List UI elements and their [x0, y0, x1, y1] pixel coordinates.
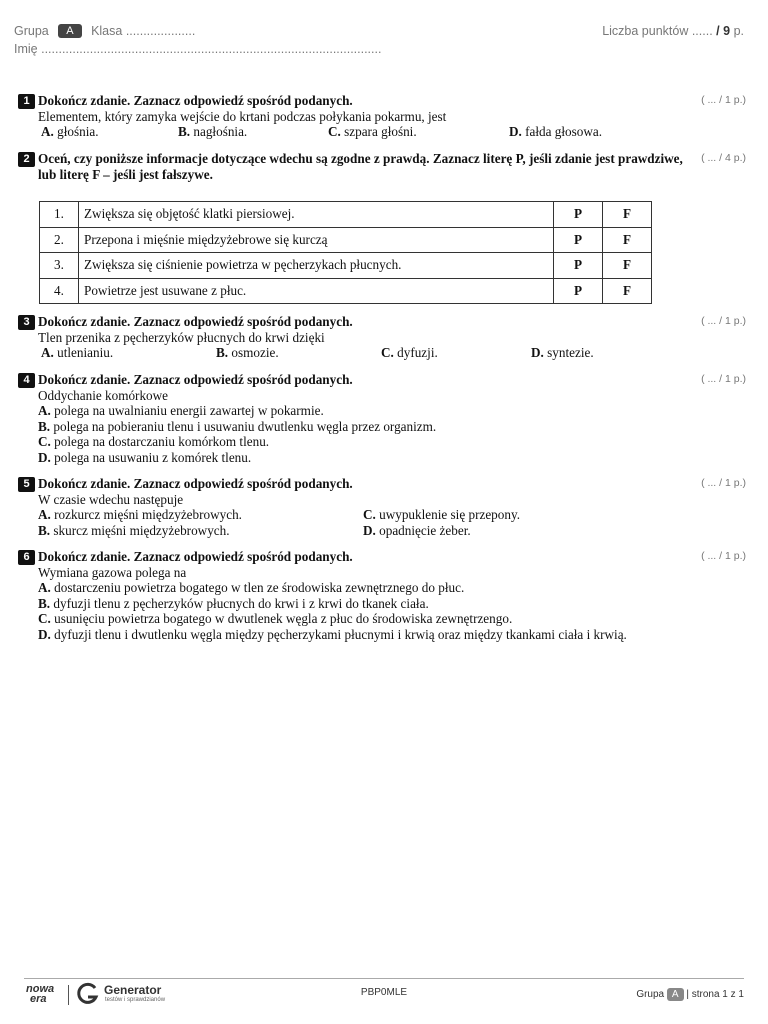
option-a[interactable]: A. głośnia.	[41, 124, 99, 139]
option-b[interactable]: B. skurcz mięśni międzyżebrowych.	[38, 522, 230, 538]
class-label: Klasa	[91, 24, 123, 38]
true-option[interactable]: P	[554, 227, 603, 253]
option-d[interactable]: D. polega na usuwaniu z komórek tlenu.	[38, 449, 252, 465]
question-3	[18, 314, 746, 361]
group-badge: A	[58, 24, 81, 38]
row-number: 3.	[40, 253, 79, 279]
group-label: Grupa	[14, 24, 49, 38]
true-option[interactable]: P	[554, 202, 603, 228]
answer-options-row-1	[38, 507, 686, 523]
true-option[interactable]: P	[554, 253, 603, 279]
question-title: Dokończ zdanie. Zaznacz odpowiedź spośród podanych.	[38, 549, 353, 564]
question-4	[18, 372, 746, 465]
question-stem: W czasie wdechu następuje	[38, 491, 184, 507]
option-c[interactable]: C. dyfuzji.	[381, 345, 438, 360]
question-points: ( ... / 1 p.)	[701, 315, 746, 327]
false-option[interactable]: F	[603, 202, 652, 228]
row-number: 2.	[40, 227, 79, 253]
option-c[interactable]: C. usunięciu powietrza bogatego w dwutlenek węgla z płuc do środowiska zewnętrzengo.	[38, 611, 513, 626]
option-d[interactable]: D. fałda głosowa.	[509, 124, 603, 139]
option-a[interactable]: A. polega na uwalnianiu energii zawartej w pokarmie.	[38, 403, 324, 418]
test-code: PBP0MLE	[360, 987, 408, 998]
option-d[interactable]: D. opadnięcie żeber.	[363, 522, 471, 538]
answer-options	[38, 345, 686, 361]
question-title: Dokończ zdanie. Zaznacz odpowiedź spośród podanych.	[38, 476, 353, 491]
question-stem: Wymiana gazowa polega na	[38, 564, 187, 580]
footer-group-label: Grupa	[636, 989, 665, 1000]
table-row	[40, 227, 652, 253]
answer-options	[38, 124, 686, 140]
true-option[interactable]: P	[554, 278, 603, 304]
option-b[interactable]: B. polega na pobieraniu tlenu i usuwaniu dwutlenku węgla przez organizm.	[38, 418, 437, 434]
points-max: 9	[723, 24, 731, 38]
row-statement: Zwiększa się objętość klatki piersiowej.	[79, 202, 554, 228]
question-title: Oceń, czy poniższe informacje dotyczące wdechu są zgodne z prawdą. Zaznacz literę P, jeśli zdanie jest prawdziwe, lub literę F – jeśli jest fałszywe.	[38, 151, 683, 182]
page-number: | strona 1 z 1	[686, 989, 744, 1000]
row-statement: Powietrze jest usuwane z płuc.	[79, 278, 554, 304]
option-c[interactable]: C. polega na dostarczaniu komórkom tlenu.	[38, 434, 270, 449]
option-a[interactable]: A. dostarczeniu powietrza bogatego w tlen ze środowiska zewnętrznego do płuc.	[38, 580, 465, 595]
row-statement: Zwiększa się ciśnienie powietrza w pęcherzykach płucnych.	[79, 253, 554, 279]
option-b[interactable]: B. nagłośnia.	[178, 124, 248, 139]
question-points: ( ... / 1 p.)	[701, 477, 746, 489]
option-b[interactable]: B. osmozie.	[216, 345, 279, 360]
question-5	[18, 476, 746, 538]
class-field[interactable]: ....................	[125, 24, 196, 38]
table-row	[40, 278, 652, 304]
points-summary	[602, 24, 744, 38]
question-stem: Oddychanie komórkowe	[38, 387, 169, 403]
true-false-table	[39, 201, 652, 304]
question-number: 1	[18, 94, 35, 109]
question-number: 2	[18, 152, 35, 167]
false-option[interactable]: F	[603, 253, 652, 279]
answer-options-row-2	[38, 523, 686, 539]
question-stem: Elementem, który zamyka wejście do krtani podczas połykania pokarmu, jest	[38, 108, 447, 124]
question-points: ( ... / 4 p.)	[701, 152, 746, 164]
option-b[interactable]: B. dyfuzji tlenu z pęcherzyków płucnych do krwi i z krwi do tkanek ciała.	[38, 595, 429, 611]
nowa-era-logo: nowa era	[26, 983, 55, 1005]
option-d[interactable]: D. dyfuzji tlenu i dwutlenku węgla między pęcherzykami płucnymi i krwią oraz między tkankami ciała i krwią.	[38, 626, 627, 642]
question-number: 4	[18, 373, 35, 388]
page-footer	[24, 978, 744, 1009]
generator-logo-text: Generator	[104, 983, 162, 997]
option-d[interactable]: D. syntezie.	[531, 345, 594, 360]
question-1	[18, 93, 746, 140]
option-c[interactable]: C. uwypuklenie się przepony.	[363, 507, 520, 522]
points-sep: /	[716, 24, 720, 38]
question-number: 5	[18, 477, 35, 492]
false-option[interactable]: F	[603, 227, 652, 253]
option-a[interactable]: A. utlenianiu.	[41, 345, 114, 360]
question-title: Dokończ zdanie. Zaznacz odpowiedź spośród podanych.	[38, 314, 353, 329]
option-a[interactable]: A. rozkurcz mięśni międzyżebrowych.	[38, 507, 242, 522]
table-row	[40, 253, 652, 279]
question-title: Dokończ zdanie. Zaznacz odpowiedź spośród podanych.	[38, 93, 353, 108]
table-row	[40, 202, 652, 228]
question-number: 3	[18, 315, 35, 330]
footer-group-badge: A	[667, 988, 684, 1001]
points-unit: p.	[733, 24, 744, 38]
page-info	[636, 988, 744, 1001]
question-points: ( ... / 1 p.)	[701, 94, 746, 106]
option-c[interactable]: C. szpara głośni.	[328, 124, 417, 139]
row-number: 4.	[40, 278, 79, 304]
question-number: 6	[18, 550, 35, 565]
row-statement: Przepona i mięśnie międzyżebrowe się kurczą	[79, 227, 554, 253]
false-option[interactable]: F	[603, 278, 652, 304]
question-points: ( ... / 1 p.)	[701, 373, 746, 385]
points-label: Liczba punktów ......	[602, 24, 713, 38]
question-stem: Tlen przenika z pęcherzyków płucnych do krwi dzięki	[38, 329, 325, 345]
row-number: 1.	[40, 202, 79, 228]
question-title: Dokończ zdanie. Zaznacz odpowiedź spośród podanych.	[38, 372, 353, 387]
question-points: ( ... / 1 p.)	[701, 550, 746, 562]
question-2	[18, 151, 746, 182]
name-label: Imię	[14, 42, 38, 56]
page-header	[14, 24, 744, 60]
name-field[interactable]: ..................................................................................................	[41, 42, 382, 56]
question-6	[18, 549, 746, 642]
generator-logo-subtitle: testów i sprawdzianów	[105, 997, 166, 1003]
